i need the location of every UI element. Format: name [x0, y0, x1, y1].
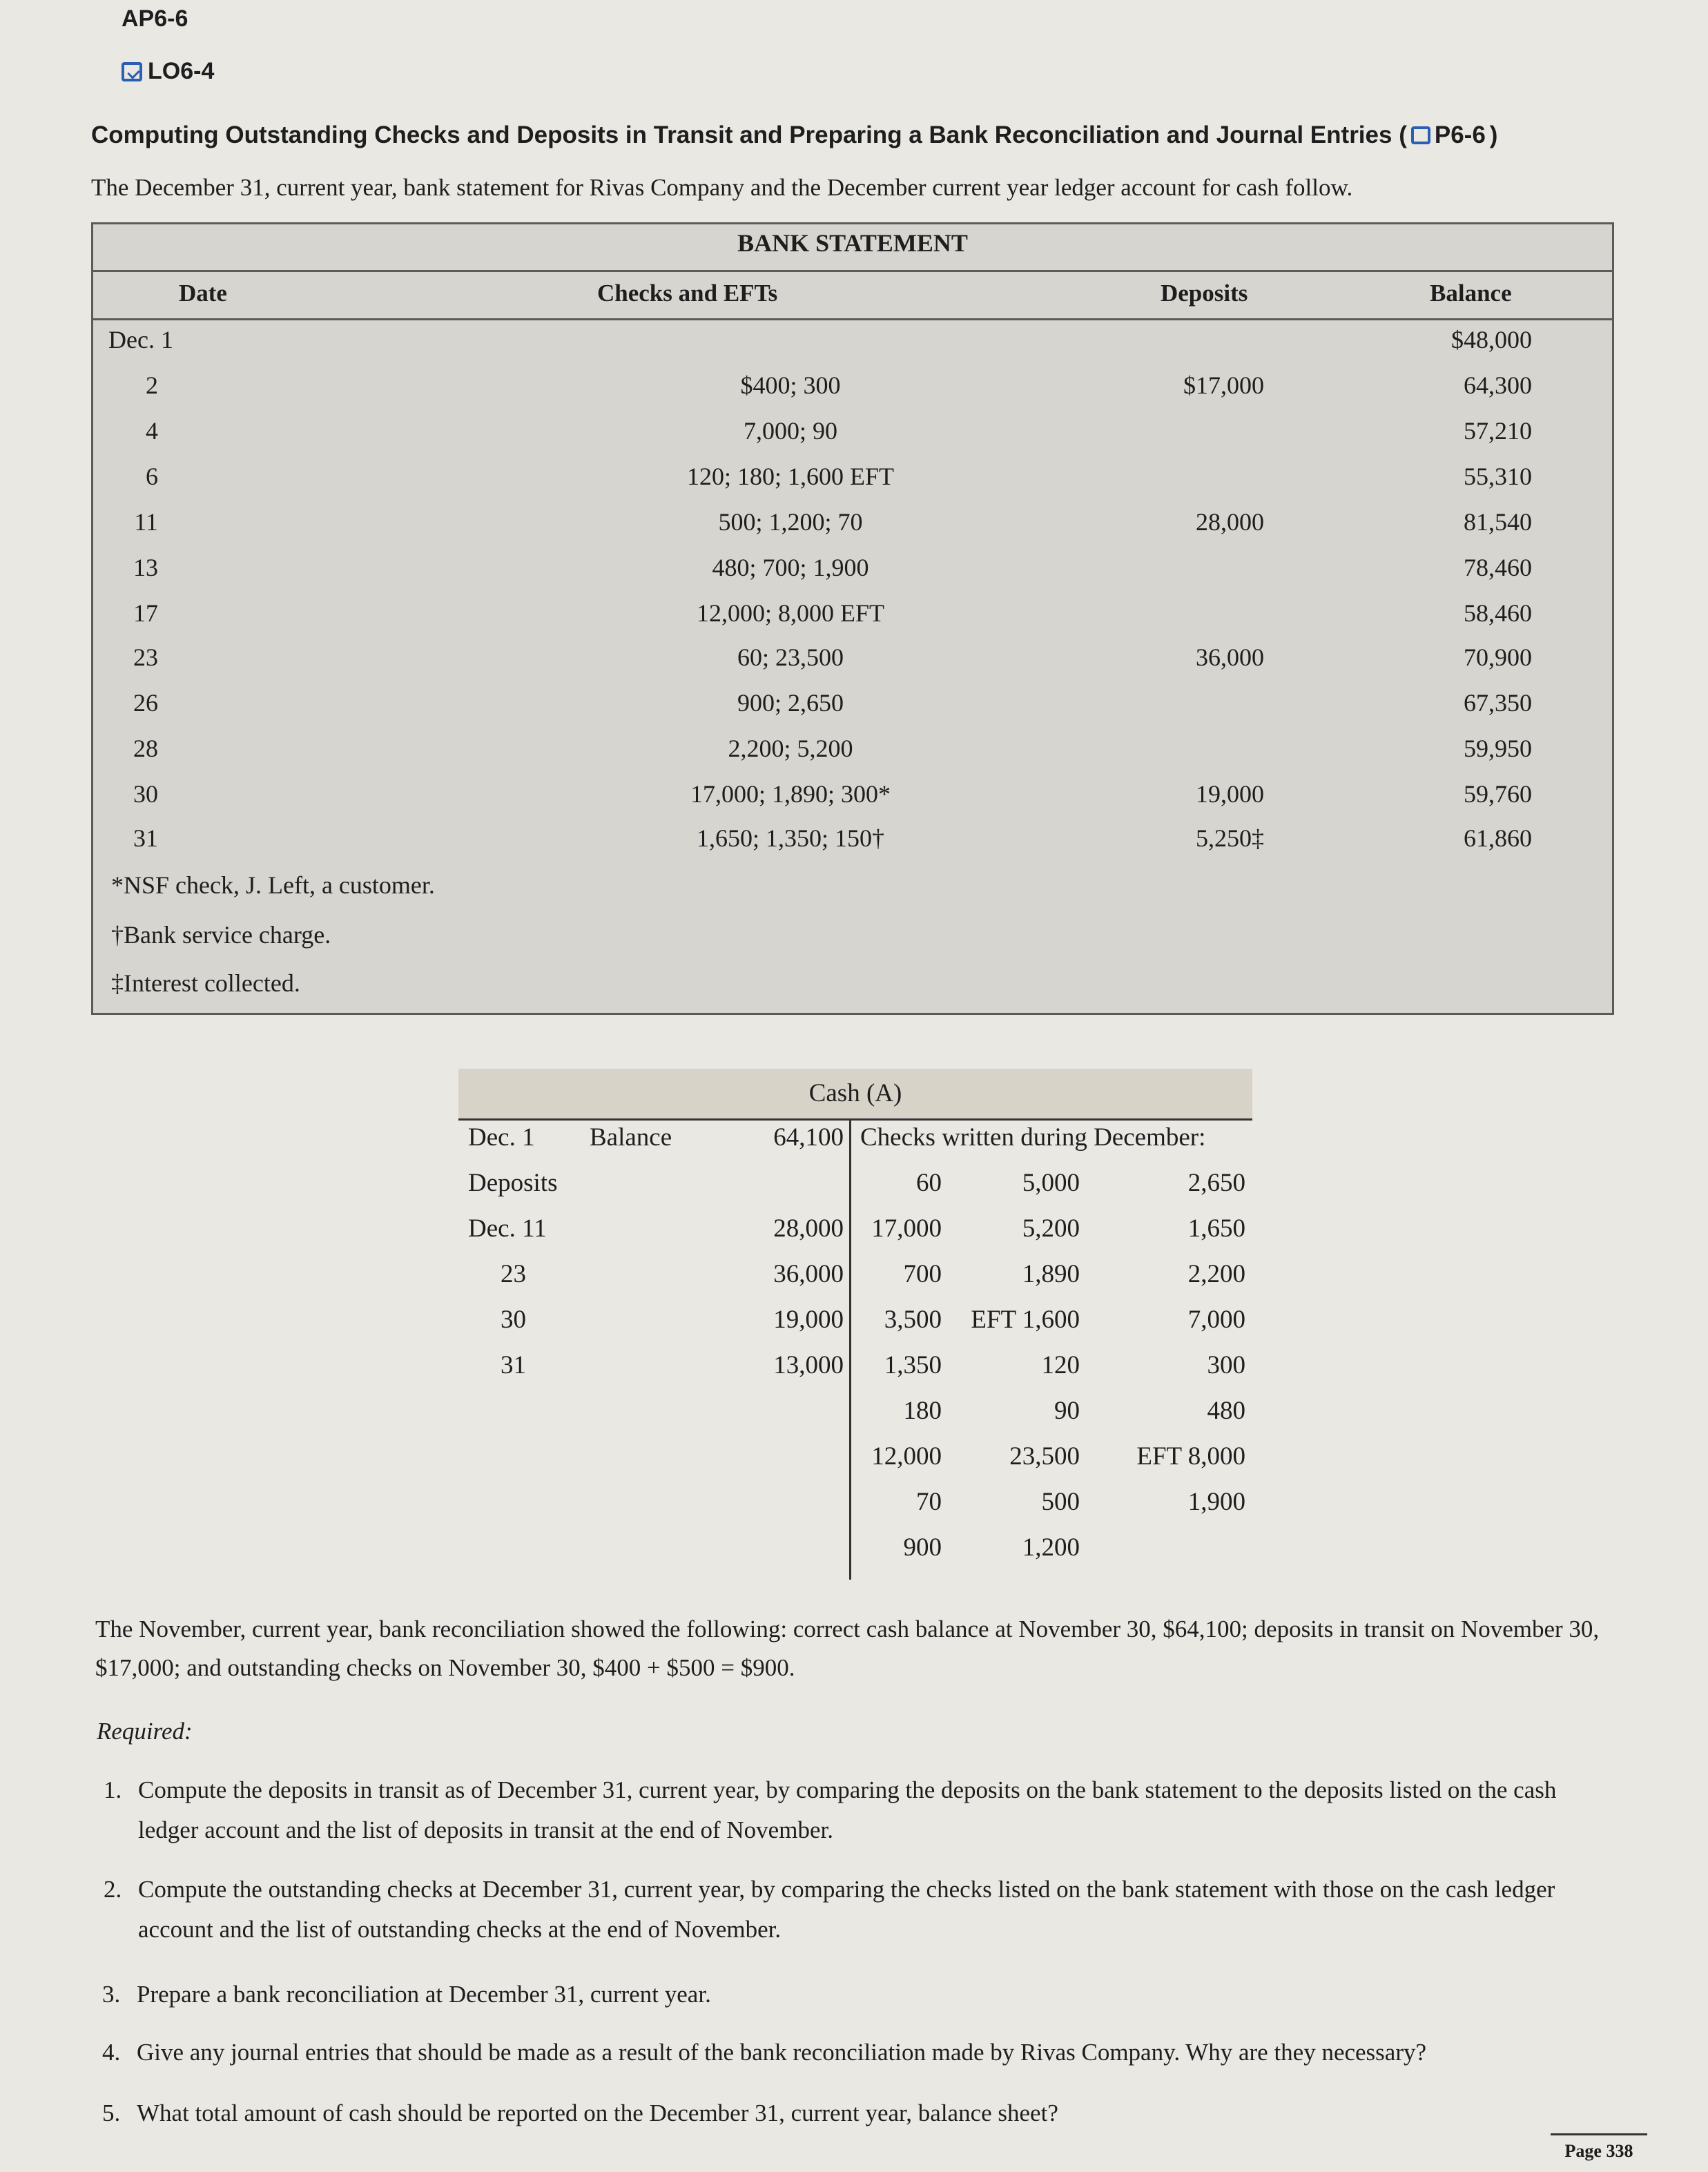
ledger-check: 17,000 [871, 1214, 942, 1243]
ledger-check: 900 [903, 1533, 942, 1562]
row-balance: 81,540 [1464, 508, 1532, 536]
question-5 [102, 2093, 1607, 2133]
row-deposits: 28,000 [1196, 508, 1264, 536]
question-3 [102, 1975, 1607, 2015]
question-number: 1. [104, 1776, 122, 1803]
ledger-check: 1,650 [1187, 1214, 1245, 1243]
row-date: 13 [133, 554, 158, 581]
learning-objective-label: LO6-4 [148, 58, 215, 84]
ledger-debit-label: Dec. 11 [468, 1214, 547, 1243]
question-4 [102, 2033, 1607, 2073]
ledger-check: 1,200 [1022, 1533, 1080, 1562]
title-reference-label: P6-6 [1434, 122, 1486, 148]
row-checks: 12,000; 8,000 EFT [696, 599, 884, 627]
question-number: 2. [104, 1876, 122, 1903]
ledger-check: 5,000 [1022, 1169, 1080, 1197]
title-reference[interactable]: ( P6-6 ) [1399, 122, 1498, 148]
ledger-check: 3,500 [884, 1306, 942, 1334]
question-1 [104, 1770, 1609, 1850]
ledger-title: Cash (A) [458, 1069, 1252, 1121]
page-number: Page 338 [1551, 2133, 1647, 2162]
ledger-check: 480 [1207, 1397, 1245, 1425]
row-date: Dec. 1 [108, 326, 173, 353]
table-row [93, 325, 1612, 369]
footnote-service-charge: †Bank service charge. [111, 921, 331, 949]
row-date: 11 [134, 508, 158, 536]
ledger-check: 2,650 [1187, 1169, 1245, 1197]
question-text: Prepare a bank reconciliation at December 31, current year. [137, 1981, 711, 2008]
ledger-check: 300 [1207, 1351, 1245, 1379]
row-balance: 55,310 [1464, 463, 1532, 490]
col-checks-header: Checks and EFTs [597, 280, 778, 307]
row-checks: 480; 700; 1,900 [712, 554, 869, 581]
bank-statement [91, 222, 1614, 1015]
row-balance: 58,460 [1464, 599, 1532, 627]
intro-text: The December 31, current year, bank statement for Rivas Company and the December current year ledger account for cash follow. [91, 174, 1353, 201]
row-checks: 17,000; 1,890; 300* [690, 780, 891, 808]
row-date: 23 [133, 643, 158, 671]
ledger-check: 500 [1041, 1488, 1080, 1516]
ledger-debit-label: Deposits [468, 1169, 558, 1197]
ledger-check: 1,900 [1187, 1488, 1245, 1516]
table-row [93, 643, 1612, 687]
row-date: 2 [146, 371, 158, 399]
row-date: 6 [146, 463, 158, 490]
table-row [93, 824, 1612, 868]
ledger-debit-amount: 28,000 [773, 1214, 844, 1243]
question-text: What total amount of cash should be reported on the December 31, current year, balance sheet? [137, 2100, 1058, 2126]
ledger-debit-amount: 64,100 [773, 1123, 844, 1152]
question-number: 4. [102, 2039, 121, 2066]
ledger-debit-label: 31 [501, 1351, 526, 1379]
question-text: Compute the outstanding checks at December 31, current year, by comparing the checks listed on the bank statement with those on the cash ledger account and the list of outstanding checks at the end of November. [138, 1876, 1555, 1943]
row-date: 28 [133, 735, 158, 762]
ledger-debit-sublabel: Balance [590, 1123, 672, 1152]
row-balance: 64,300 [1464, 371, 1532, 399]
row-checks: 500; 1,200; 70 [718, 508, 863, 536]
link-icon [1411, 126, 1430, 144]
row-checks: 7,000; 90 [743, 417, 837, 445]
ledger-check: EFT 1,600 [971, 1306, 1080, 1334]
question-2 [104, 1870, 1609, 1950]
table-row [93, 599, 1612, 643]
ledger-check: 700 [903, 1260, 942, 1288]
question-number: 5. [102, 2100, 121, 2126]
ledger-debit-label: Dec. 1 [468, 1123, 535, 1152]
table-row [93, 553, 1612, 597]
ledger-check: 120 [1041, 1351, 1080, 1379]
row-checks: 2,200; 5,200 [728, 735, 853, 762]
ledger-check: 2,200 [1187, 1260, 1245, 1288]
ledger-check: 5,200 [1022, 1214, 1080, 1243]
col-deposits-header: Deposits [1161, 280, 1248, 307]
ledger-check: 7,000 [1187, 1306, 1245, 1334]
row-date: 4 [146, 417, 158, 445]
required-label: Required: [97, 1718, 193, 1745]
ledger-check: 12,000 [871, 1442, 942, 1471]
ledger-check: 60 [916, 1169, 942, 1197]
table-row [93, 416, 1612, 460]
col-balance-header: Balance [1430, 280, 1512, 307]
row-deposits: 36,000 [1196, 643, 1264, 671]
row-checks: 900; 2,650 [737, 689, 844, 717]
table-row [93, 507, 1612, 552]
row-checks: 1,650; 1,350; 150† [696, 824, 884, 852]
ledger-debit-amount: 19,000 [773, 1306, 844, 1334]
question-text: Give any journal entries that should be made as a result of the bank reconciliation made by Rivas Company. Why are they necessary? [137, 2039, 1427, 2066]
ledger-check: 1,890 [1022, 1260, 1080, 1288]
row-balance: 67,350 [1464, 689, 1532, 717]
ledger-check: 23,500 [1009, 1442, 1080, 1471]
row-checks: $400; 300 [740, 371, 841, 399]
ledger-check: 1,350 [884, 1351, 942, 1379]
link-icon [122, 62, 142, 81]
footnote-nsf: *NSF check, J. Left, a customer. [111, 871, 435, 899]
row-date: 26 [133, 689, 158, 717]
ledger-check: 90 [1054, 1397, 1080, 1425]
row-balance: 78,460 [1464, 554, 1532, 581]
row-date: 17 [133, 599, 158, 627]
row-balance: 57,210 [1464, 417, 1532, 445]
november-note: The November, current year, bank reconciliation showed the following: correct cash balance at November 30, $64,100; deposits in transit on November 30, $17,000; and outstanding checks on November 30, $400 + $500 = $900. [95, 1616, 1600, 1681]
divider [93, 270, 1612, 272]
row-deposits: 19,000 [1196, 780, 1264, 808]
row-deposits: $17,000 [1183, 371, 1264, 399]
question-number: 3. [102, 1981, 121, 2008]
ledger-debit-label: 30 [501, 1306, 526, 1334]
table-row [93, 371, 1612, 415]
row-balance: 59,950 [1464, 735, 1532, 762]
table-row [93, 688, 1612, 733]
footnote-interest: ‡Interest collected. [111, 969, 300, 997]
col-date-header: Date [179, 280, 227, 307]
row-balance: 70,900 [1464, 643, 1532, 671]
ledger-credit-header: Checks written during December: [860, 1123, 1206, 1152]
table-row [93, 779, 1612, 824]
ledger-debit-amount: 13,000 [773, 1351, 844, 1379]
ledger-check: 180 [903, 1397, 942, 1425]
t-account-divider [849, 1118, 851, 1580]
question-text: Compute the deposits in transit as of December 31, current year, by comparing the deposits on the bank statement to the deposits listed on the cash ledger account and the list of deposits in transit at the end of November. [138, 1776, 1557, 1843]
cash-ledger [458, 1069, 1252, 1580]
title-text: Computing Outstanding Checks and Deposits in Transit and Preparing a Bank Reconciliation and Journal Entries [91, 122, 1392, 148]
row-date: 30 [133, 780, 158, 808]
ledger-check: EFT 8,000 [1136, 1442, 1245, 1471]
problem-code: AP6-6 [122, 6, 188, 32]
ledger-check: 70 [916, 1488, 942, 1516]
table-row [93, 462, 1612, 506]
row-balance: 59,760 [1464, 780, 1532, 808]
row-deposits: 5,250‡ [1196, 824, 1264, 852]
row-balance: $48,000 [1451, 326, 1532, 353]
ledger-debit-amount: 36,000 [773, 1260, 844, 1288]
table-row [93, 734, 1612, 778]
learning-objective[interactable] [122, 58, 214, 85]
row-balance: 61,860 [1464, 824, 1532, 852]
bank-statement-title: BANK STATEMENT [737, 229, 968, 257]
divider [93, 318, 1612, 320]
row-checks: 120; 180; 1,600 EFT [686, 463, 894, 490]
ledger-debit-label: 23 [501, 1260, 526, 1288]
row-date: 31 [133, 824, 158, 852]
page-title [91, 122, 1497, 149]
row-checks: 60; 23,500 [737, 643, 844, 671]
